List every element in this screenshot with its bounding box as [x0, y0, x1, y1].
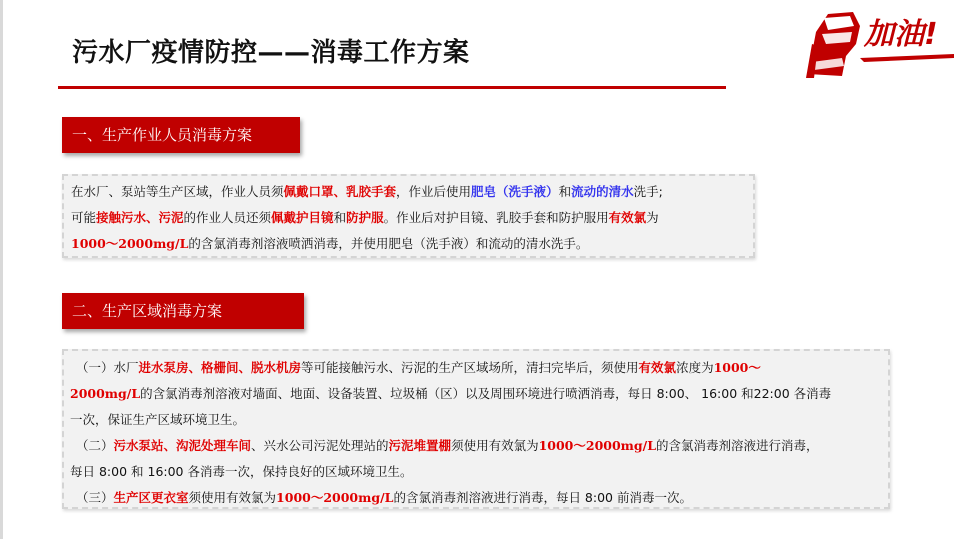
text-run: 浓度为 — [676, 360, 714, 375]
highlight-blue: 流动的清水 — [571, 184, 634, 199]
highlight-red: 防护服 — [346, 210, 384, 225]
text-run: 的含氯消毒剂溶液进行消毒， — [655, 438, 819, 453]
text-line — [71, 179, 746, 205]
text-run: 的含氯消毒剂溶液喷洒消毒，并使用肥皂（洗手液）和流动的清水洗手。 — [188, 236, 589, 251]
text-line — [70, 355, 882, 381]
text-run: 的含氯消毒剂溶液对墙面、地面、设备装置、垃圾桶（区）以及周围环境进行喷洒消毒，每日 8:00、 16:00 和22:00 各消毒 — [140, 386, 832, 401]
text-run: 等可能接触污水、污泥的生产区域场所，清扫完毕后，须使用 — [301, 360, 639, 375]
text-run: （一）水厂 — [76, 360, 139, 375]
highlight-red: 污泥堆置棚 — [388, 438, 452, 453]
highlight-red: 佩戴护目镜 — [271, 210, 334, 225]
text-run: 。作业后对护目镜、乳胶手套和防护服用 — [383, 210, 609, 225]
text-line — [71, 231, 746, 257]
text-run: 洗手; — [633, 184, 663, 199]
highlight-red: 1000～ — [713, 360, 761, 375]
text-line — [70, 459, 882, 485]
highlight-red: 1000～2000mg/L — [276, 490, 394, 505]
left-edge-rule — [0, 0, 3, 539]
text-run: 在水厂、泵站等生产区域，作业人员须 — [71, 184, 284, 199]
text-line — [70, 433, 882, 459]
highlight-red: 佩戴口罩、乳胶手套 — [283, 184, 397, 199]
text-run: 须使用有效氯为 — [188, 490, 277, 505]
text-run: 、兴水公司污泥处理站的 — [251, 438, 389, 453]
text-run: 的作业人员还须 — [183, 210, 272, 225]
highlight-red: 1000～2000mg/L — [538, 438, 656, 453]
highlight-red: 生产区更衣室 — [113, 490, 189, 505]
title-underline — [58, 86, 726, 89]
personnel-disinfection-text — [62, 174, 755, 258]
highlight-red: 接触污水、污泥 — [96, 210, 184, 225]
highlight-red: 1000～2000mg/L — [71, 236, 189, 251]
text-run: （二） — [76, 438, 114, 453]
section-heading-area: 二、生产区域消毒方案 — [62, 293, 304, 329]
section-heading-personnel: 一、生产作业人员消毒方案 — [62, 117, 300, 153]
text-run: 每日 8:00 和 16:00 各消毒一次，保持良好的区域环境卫生。 — [70, 464, 413, 479]
highlight-red: 有效氯 — [638, 360, 677, 375]
area-disinfection-text — [62, 349, 890, 509]
logo-swoosh — [860, 54, 954, 62]
text-run: 须使用有效氯为 — [451, 438, 539, 453]
highlight-red: 2000mg/L — [70, 386, 141, 401]
text-run: （三） — [76, 490, 114, 505]
text-line — [71, 205, 746, 231]
highlight-red: 有效氯 — [608, 210, 647, 225]
text-run: 可能 — [71, 210, 97, 225]
highlight-red: 污水泵站、沟泥处理车间 — [113, 438, 252, 453]
page-title: 污水厂疫情防控——消毒工作方案 — [72, 38, 470, 68]
text-run: 为 — [646, 210, 659, 225]
text-run: 的含氯消毒剂溶液进行消毒，每日 8:00 前消毒一次。 — [393, 490, 692, 505]
raised-fist-icon — [806, 12, 860, 78]
text-line — [70, 485, 882, 511]
text-run: ，作业后使用 — [396, 184, 472, 199]
logo-text: 加油! — [864, 17, 938, 52]
text-run: 和 — [558, 184, 572, 199]
text-run: 和 — [333, 210, 347, 225]
text-line — [70, 407, 882, 433]
highlight-blue: 肥皂（洗手液） — [471, 184, 559, 199]
highlight-red: 进水泵房、格栅间、脱水机房 — [138, 360, 302, 375]
text-run: 一次，保证生产区域环境卫生。 — [70, 412, 246, 427]
fist-logo — [798, 4, 956, 82]
text-line — [70, 381, 882, 407]
